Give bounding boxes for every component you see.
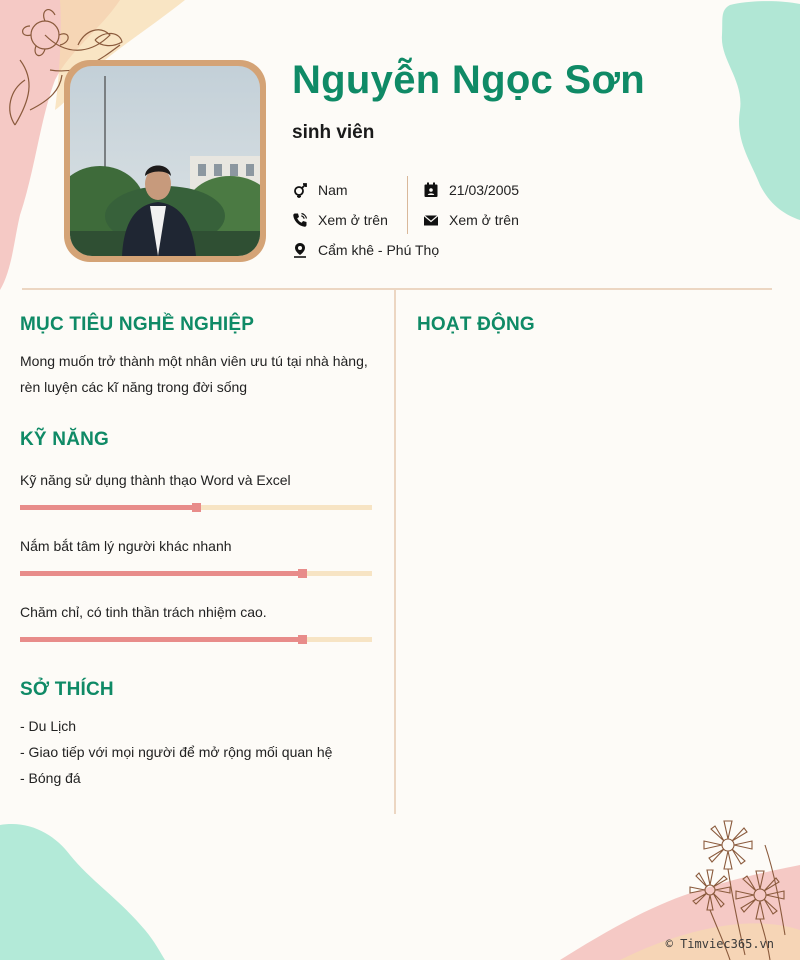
gender-value: Nam: [318, 182, 348, 198]
location-icon: [292, 242, 308, 258]
watercolor-decoration-top-right: [710, 0, 800, 230]
skill-bar-fill: [20, 571, 302, 576]
hobby-item: - Bóng đá: [20, 770, 81, 786]
objective-line-2: rèn luyện các kĩ năng trong đời sống: [20, 379, 248, 395]
copyright-text: © Timviec365.vn: [665, 937, 774, 951]
candidate-role: sinh viên: [292, 122, 375, 143]
profile-photo-frame: [64, 60, 266, 262]
candidate-name: Nguyễn Ngọc Sơn: [292, 58, 645, 102]
gender-icon: [292, 182, 308, 198]
calendar-icon: [423, 182, 439, 198]
phone-icon: [292, 212, 308, 228]
skill-bar-fill: [20, 637, 302, 642]
header-divider: [22, 288, 772, 290]
skill-bar-fill: [20, 505, 196, 510]
info-email: [423, 212, 519, 228]
info-divider: [407, 176, 408, 234]
skill-label: Chăm chỉ, có tinh thần trách nhiệm cao.: [20, 604, 267, 620]
phone-value: Xem ở trên: [318, 212, 388, 228]
address-value: Cẩm khê - Phú Thọ: [318, 242, 440, 258]
skill-bar-marker: [298, 569, 307, 578]
hobbies-title: SỞ THÍCH: [20, 679, 114, 700]
skill-label: Kỹ năng sử dụng thành thạo Word và Excel: [20, 472, 291, 488]
email-value: Xem ở trên: [449, 212, 519, 228]
profile-photo-illustration: [70, 66, 260, 256]
column-divider: [394, 290, 396, 814]
objective-line-1: Mong muốn trở thành một nhân viên ưu tú tại nhà hàng,: [20, 353, 368, 369]
skill-bar-marker: [298, 635, 307, 644]
profile-photo: [70, 66, 260, 256]
hobby-item: - Giao tiếp với mọi người để mở rộng mối quan hệ: [20, 744, 333, 760]
watercolor-decoration-bottom-left: [0, 820, 170, 960]
info-phone: [292, 212, 388, 228]
hobby-item: - Du Lịch: [20, 718, 77, 734]
skill-bar-marker: [192, 503, 201, 512]
skills-title: KỸ NĂNG: [20, 429, 110, 450]
skill-bar: [20, 571, 372, 576]
mail-icon: [423, 212, 439, 228]
info-address: [292, 242, 439, 258]
info-birthday: [423, 182, 519, 198]
objective-title: MỤC TIÊU NGHỀ NGHIỆP: [20, 314, 255, 335]
info-gender: [292, 182, 348, 198]
activities-title: HOẠT ĐỘNG: [417, 314, 535, 335]
skill-label: Nắm bắt tâm lý người khác nhanh: [20, 538, 232, 554]
skill-bar: [20, 637, 372, 642]
skill-bar: [20, 505, 372, 510]
birthday-value: 21/03/2005: [449, 182, 520, 198]
